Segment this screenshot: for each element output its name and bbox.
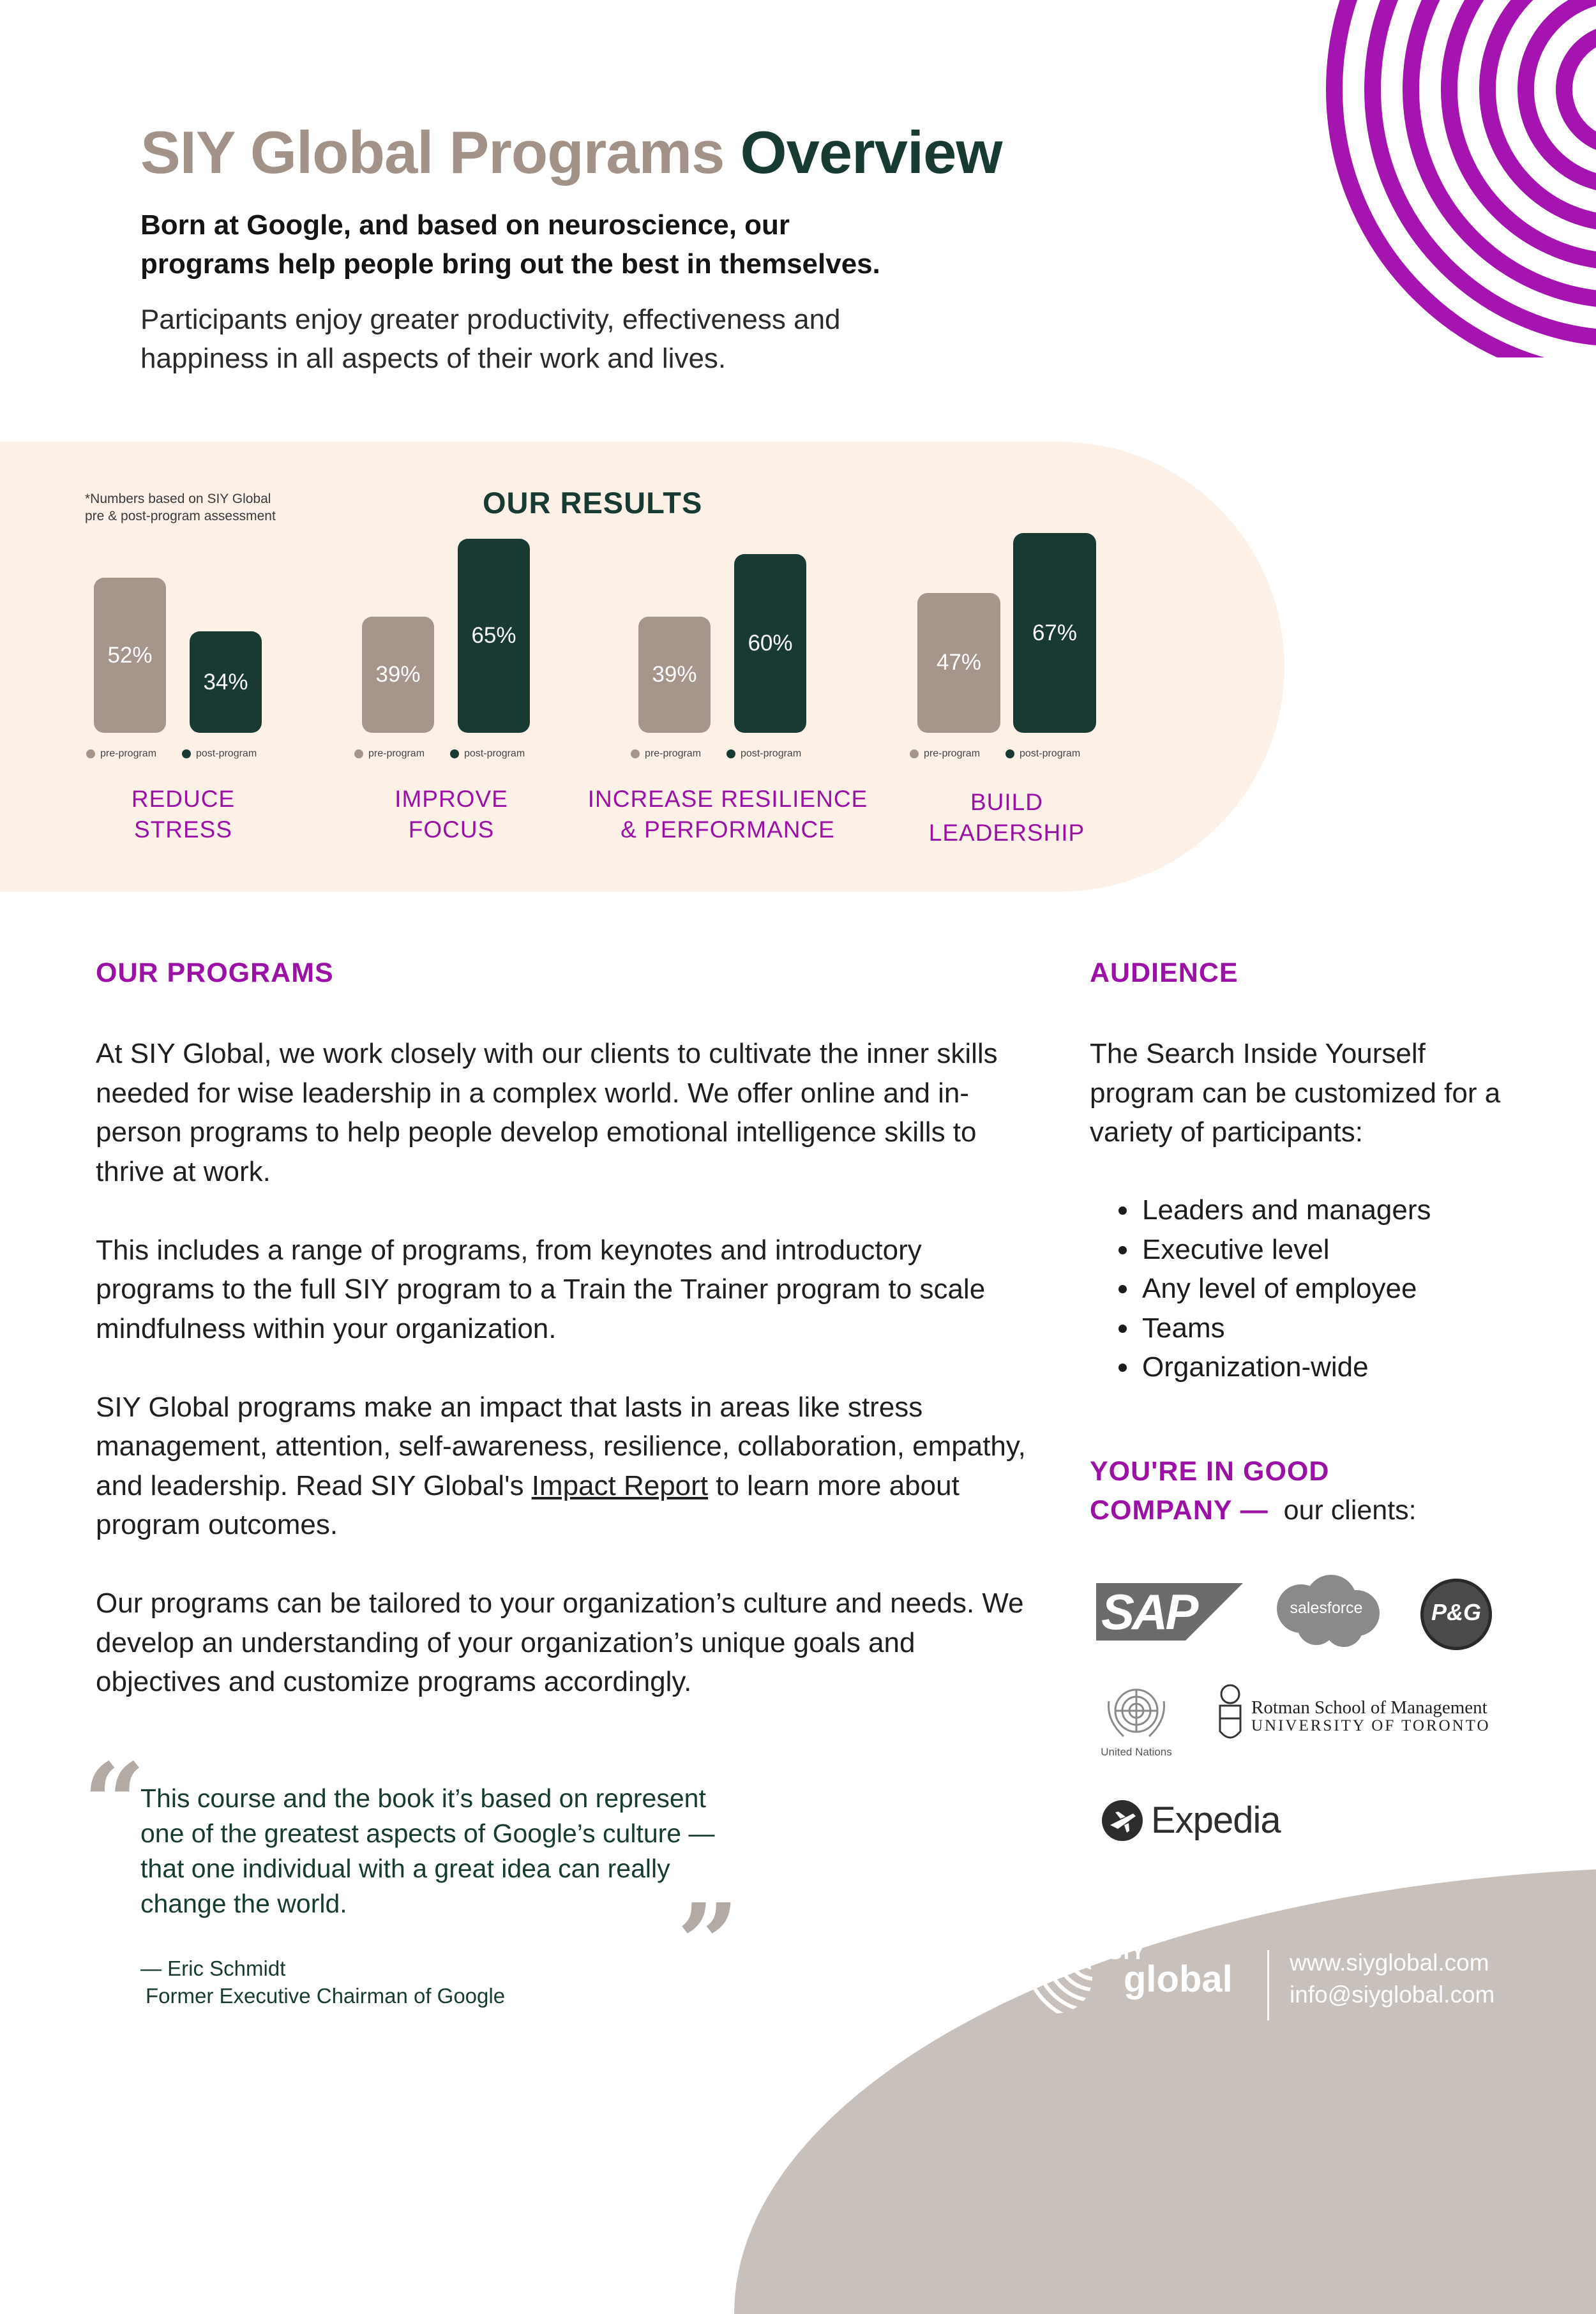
rotman-line-1: Rotman School of Management [1251,1697,1487,1718]
category-line-1: REDUCE [131,786,236,812]
category-label-2 [305,784,598,845]
bar-pre-program-3 [638,617,711,733]
pg-logo [1420,1579,1492,1650]
legend-dot-icon [86,749,95,758]
footer-email[interactable]: info@siyglobal.com [1290,1981,1495,2008]
category-line-2: LEADERSHIP [928,820,1085,846]
legend-dot-icon [726,749,735,758]
quote-author: — Eric Schmidt [140,1957,286,1980]
clients-heading [1090,1452,1549,1530]
results-title: OUR RESULTS [483,486,703,520]
footnote-line-1: *Numbers based on SIY Global [85,492,271,506]
programs-paragraph-2: This includes a range of programs, from keynotes and introductory programs to the full SIY program to a Train the Trainer program to scale mindfulness within your organization. [96,1234,986,1344]
category-line-1: IMPROVE [395,786,508,812]
legend-label: pre-program [368,748,425,759]
legend-post-program [1005,748,1080,760]
audience-list-item: • Organization-wide [1140,1348,1596,1387]
testimonial-quote: This course and the book it’s based on represent one of the greatest aspects of Google’s culture — that one individual with a great idea can really change the world. [140,1784,715,1918]
legend-label: pre-program [645,748,702,759]
legend-pre-program [631,748,701,760]
bar-value-label: 39% [652,661,697,687]
rotman-crest-icon [1216,1680,1244,1747]
clients-heading-rest: our clients: [1283,1495,1417,1526]
legend-dot-icon [631,749,640,758]
legend-label: post-program [464,748,525,759]
bar-value-label: 39% [375,661,421,687]
open-quote-icon: “ [83,1739,146,1867]
audience-list-item: • Leaders and managers [1140,1191,1596,1230]
lead-line-1: Born at Google, and based on neuroscience, our [140,209,790,241]
pg-logo-text: P&G [1431,1599,1481,1625]
bar-value-label: 67% [1032,620,1078,645]
lead-line-2: programs help people bring out the best in themselves. [140,248,880,280]
title-part-2: Overview [740,119,1002,186]
subtitle-text [140,300,1034,378]
sub-line-1: Participants enjoy greater productivity, effectiveness and [140,304,841,335]
legend-dot-icon [182,749,191,758]
footer-band [734,1867,1596,2314]
quote-attribution [140,1955,505,2010]
bar-value-label: 34% [203,669,248,695]
bar-pre-program-1 [94,578,166,733]
title-part-1: SIY Global Programs [140,119,725,186]
legend-dot-icon [354,749,363,758]
legend-pre-program [86,748,156,760]
bar-post-program-2 [458,539,530,733]
programs-heading: OUR PROGRAMS [96,958,334,988]
results-footnote [85,490,276,525]
bar-pre-program-4 [917,593,1000,733]
clients-heading-line-2: COMPANY — [1090,1495,1269,1526]
impact-report-link[interactable]: Impact Report [531,1469,709,1501]
audience-list [1090,1191,1596,1387]
programs-paragraph-4: Our programs can be tailored to your organization’s culture and needs. We develop an understanding of your organization’s unique goals and objectives and customize programs accordingly. [96,1588,1024,1697]
legend-dot-icon [1005,749,1014,758]
sub-line-2: happiness in all aspects of their work and lives. [140,343,726,374]
page-title [140,118,1002,187]
legend-label: post-program [741,748,802,759]
un-emblem-icon [1095,1682,1178,1743]
clients-heading-line-1: YOU'RE IN GOOD [1090,1456,1330,1487]
bar-post-program-3 [734,554,806,733]
lead-text [140,206,1034,283]
close-quote-icon: ” [677,1880,739,2008]
footer-divider [1267,1950,1269,2020]
programs-paragraph-3 [96,1388,1028,1545]
footer-website[interactable]: www.siyglobal.com [1290,1950,1489,1976]
category-line-1: INCREASE RESILIENCE [587,786,868,812]
bar-pre-program-2 [362,617,434,733]
legend-post-program [182,748,257,760]
audience-intro: The Search Inside Yourself program can be customized for a variety of participants: [1090,1038,1501,1148]
p3-text-before: SIY Global programs make an impact that lasts in areas like stress management, attention, self-awareness, resilience, collaboration, empathy, and leadership. Read SIY Global's [96,1391,1026,1501]
category-line-1: BUILD [970,789,1043,815]
un-logo-text: United Nations [1101,1746,1172,1758]
legend-pre-program [354,748,425,760]
rotman-line-2: UNIVERSITY OF TORONTO [1251,1717,1491,1734]
audience-list-item: • Executive level [1140,1230,1596,1270]
footer-contact [1290,1947,1494,2011]
un-logo [1095,1682,1178,1762]
legend-post-program [726,748,801,760]
footer-brand-bottom: global [1124,1958,1233,2000]
category-label-4 [860,787,1154,848]
salesforce-logo-text: salesforce [1290,1599,1363,1617]
bar-value-label: 52% [107,642,153,668]
legend-label: pre-program [100,748,157,759]
bar-value-label: 47% [936,650,982,675]
p3-text-after: to learn more about program outcomes. [96,1469,960,1540]
footnote-line-2: pre & post-program assessment [85,509,276,523]
bar-value-label: 60% [748,630,793,656]
expedia-plane-icon [1101,1799,1143,1842]
programs-paragraph-1: At SIY Global, we work closely with our clients to cultivate the inner skills needed for wise leadership in a complex world. We offer online and in-person programs to help people develop emotional intelligence skills to thrive at work. [96,1038,998,1187]
salesforce-logo [1270,1574,1382,1650]
legend-dot-icon [910,749,919,758]
category-line-2: STRESS [133,816,233,843]
legend-pre-program [910,748,980,760]
footer-brand-top: SIY [1108,1940,1147,1964]
decorative-arcs [1213,0,1596,357]
legend-post-program [450,748,525,760]
bar-post-program-1 [190,631,262,733]
category-line-2: & PERFORMANCE [621,816,835,843]
audience-heading: AUDIENCE [1090,958,1238,988]
audience-list-item: • Any level of employee [1140,1269,1596,1309]
audience-list-item: • Teams [1140,1309,1596,1348]
expedia-logo [1101,1798,1306,1843]
siy-global-logo-icon [1018,1939,1095,2016]
sap-logo-text: SAP [1101,1584,1196,1640]
category-label-3 [581,784,875,845]
bar-post-program-4 [1013,533,1096,733]
quote-author-role: Former Executive Chairman of Google [146,1984,506,2008]
legend-label: post-program [196,748,257,759]
category-line-2: FOCUS [408,816,495,843]
sap-logo [1096,1583,1243,1641]
legend-label: post-program [1020,748,1081,759]
expedia-logo-text: Expedia [1151,1799,1281,1841]
programs-body [96,1034,1028,1741]
bar-value-label: 65% [471,623,516,649]
legend-dot-icon [450,749,459,758]
category-label-1 [36,784,330,845]
legend-label: pre-program [924,748,981,759]
rotman-logo [1216,1680,1497,1750]
